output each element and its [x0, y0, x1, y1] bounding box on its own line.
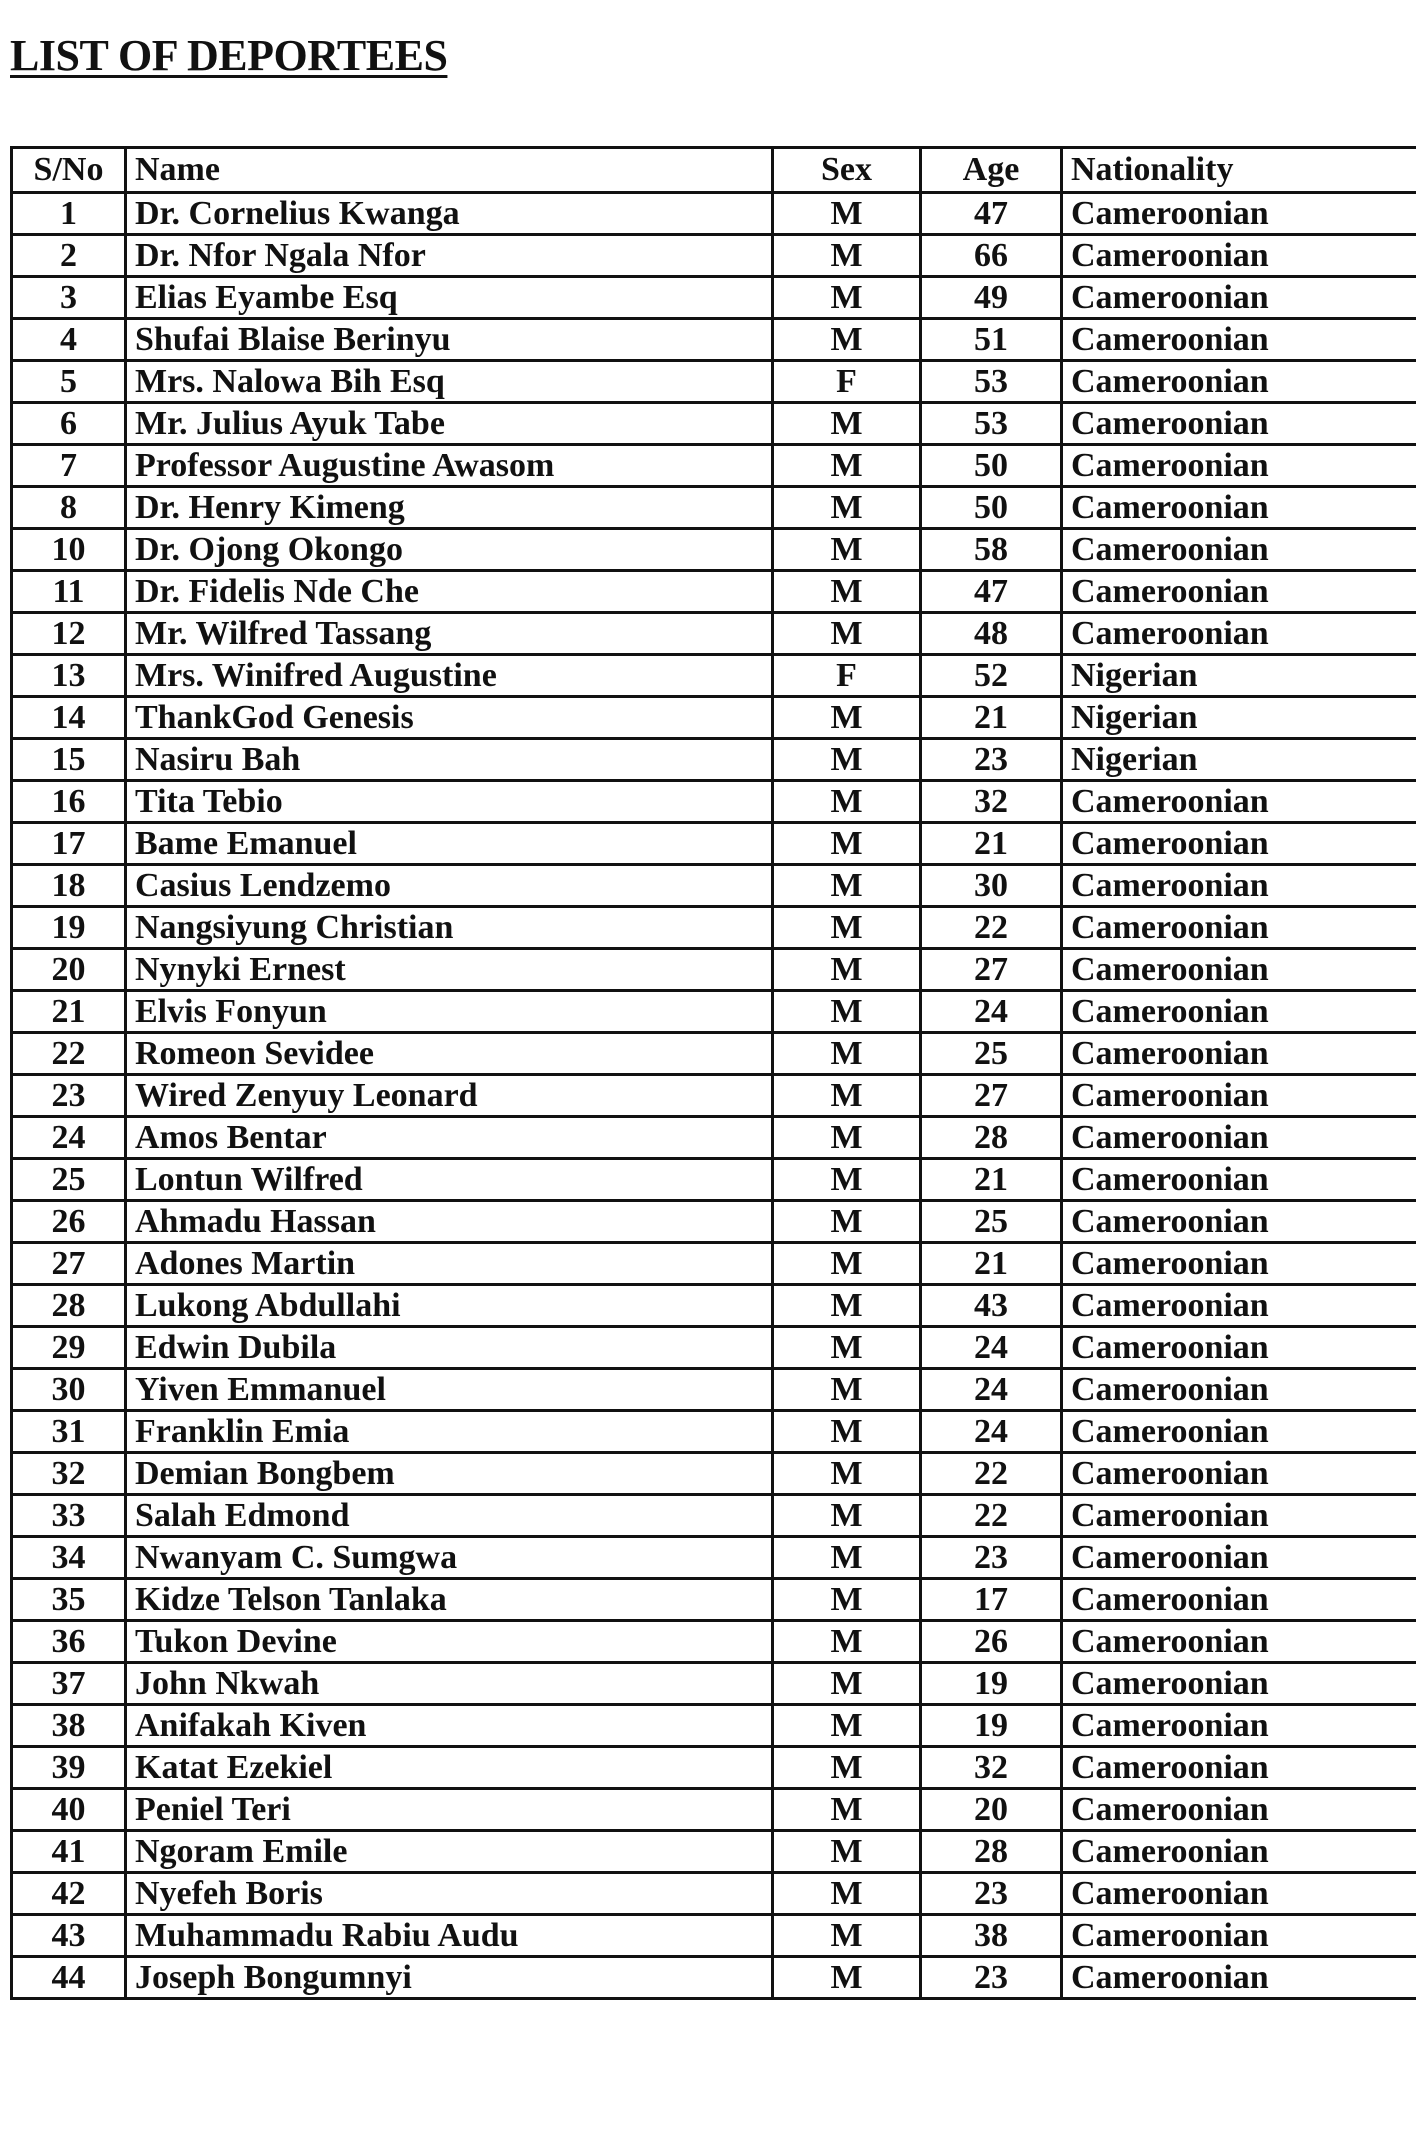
cell-sex: M — [773, 1159, 921, 1201]
table-row — [12, 1495, 1416, 1537]
cell-age: 27 — [921, 949, 1062, 991]
cell-nationality: Cameroonian — [1062, 529, 1416, 571]
cell-name: ThankGod Genesis — [126, 697, 773, 739]
table-row — [12, 697, 1416, 739]
cell-age: 17 — [921, 1579, 1062, 1621]
cell-sno: 12 — [12, 613, 126, 655]
cell-sno: 18 — [12, 865, 126, 907]
cell-age: 53 — [921, 403, 1062, 445]
cell-age: 28 — [921, 1117, 1062, 1159]
cell-sex: M — [773, 907, 921, 949]
cell-nationality: Cameroonian — [1062, 1117, 1416, 1159]
cell-age: 51 — [921, 319, 1062, 361]
cell-sno: 28 — [12, 1285, 126, 1327]
table-row — [12, 277, 1416, 319]
cell-name: Ngoram Emile — [126, 1831, 773, 1873]
cell-age: 50 — [921, 487, 1062, 529]
cell-sno: 1 — [12, 193, 126, 235]
column-header-nationality: Nationality — [1062, 148, 1416, 193]
cell-sex: M — [773, 1537, 921, 1579]
cell-age: 25 — [921, 1201, 1062, 1243]
cell-nationality: Cameroonian — [1062, 1033, 1416, 1075]
cell-sno: 44 — [12, 1957, 126, 1999]
cell-sno: 38 — [12, 1705, 126, 1747]
cell-sno: 42 — [12, 1873, 126, 1915]
cell-age: 38 — [921, 1915, 1062, 1957]
cell-sex: M — [773, 1915, 921, 1957]
table-row — [12, 1621, 1416, 1663]
cell-sex: F — [773, 361, 921, 403]
cell-age: 20 — [921, 1789, 1062, 1831]
cell-sno: 11 — [12, 571, 126, 613]
cell-sno: 43 — [12, 1915, 126, 1957]
table-row — [12, 571, 1416, 613]
cell-nationality: Nigerian — [1062, 739, 1416, 781]
cell-nationality: Cameroonian — [1062, 1915, 1416, 1957]
cell-name: Romeon Sevidee — [126, 1033, 773, 1075]
table-row — [12, 235, 1416, 277]
table-row — [12, 739, 1416, 781]
cell-sno: 10 — [12, 529, 126, 571]
cell-sex: M — [773, 1243, 921, 1285]
cell-age: 47 — [921, 193, 1062, 235]
cell-sno: 7 — [12, 445, 126, 487]
cell-sno: 19 — [12, 907, 126, 949]
cell-sno: 39 — [12, 1747, 126, 1789]
table-row — [12, 655, 1416, 697]
cell-sno: 24 — [12, 1117, 126, 1159]
cell-name: Bame Emanuel — [126, 823, 773, 865]
cell-sex: M — [773, 1369, 921, 1411]
cell-age: 23 — [921, 1873, 1062, 1915]
cell-nationality: Nigerian — [1062, 697, 1416, 739]
table-row — [12, 1579, 1416, 1621]
cell-name: Mr. Julius Ayuk Tabe — [126, 403, 773, 445]
cell-nationality: Cameroonian — [1062, 361, 1416, 403]
cell-nationality: Nigerian — [1062, 655, 1416, 697]
cell-age: 47 — [921, 571, 1062, 613]
table-row — [12, 781, 1416, 823]
cell-sex: M — [773, 1327, 921, 1369]
cell-sex: M — [773, 1579, 921, 1621]
table-row — [12, 1411, 1416, 1453]
cell-name: Dr. Henry Kimeng — [126, 487, 773, 529]
cell-nationality: Cameroonian — [1062, 1705, 1416, 1747]
cell-age: 21 — [921, 1243, 1062, 1285]
cell-age: 25 — [921, 1033, 1062, 1075]
cell-name: Anifakah Kiven — [126, 1705, 773, 1747]
cell-sno: 5 — [12, 361, 126, 403]
cell-nationality: Cameroonian — [1062, 1579, 1416, 1621]
cell-name: Adones Martin — [126, 1243, 773, 1285]
cell-sex: M — [773, 487, 921, 529]
cell-nationality: Cameroonian — [1062, 1411, 1416, 1453]
table-row — [12, 1705, 1416, 1747]
cell-sex: M — [773, 1117, 921, 1159]
cell-name: Kidze Telson Tanlaka — [126, 1579, 773, 1621]
table-row — [12, 823, 1416, 865]
cell-sex: M — [773, 1957, 921, 1999]
cell-name: Professor Augustine Awasom — [126, 445, 773, 487]
table-row — [12, 193, 1416, 235]
cell-age: 48 — [921, 613, 1062, 655]
cell-nationality: Cameroonian — [1062, 1159, 1416, 1201]
cell-sex: M — [773, 1495, 921, 1537]
table-row — [12, 361, 1416, 403]
cell-name: Tukon Devine — [126, 1621, 773, 1663]
cell-sex: M — [773, 739, 921, 781]
cell-name: Nynyki Ernest — [126, 949, 773, 991]
cell-age: 23 — [921, 739, 1062, 781]
cell-sex: M — [773, 1285, 921, 1327]
cell-name: Amos Bentar — [126, 1117, 773, 1159]
cell-name: Nasiru Bah — [126, 739, 773, 781]
cell-sno: 27 — [12, 1243, 126, 1285]
cell-name: Tita Tebio — [126, 781, 773, 823]
cell-sex: M — [773, 1873, 921, 1915]
table-row — [12, 1033, 1416, 1075]
cell-nationality: Cameroonian — [1062, 1621, 1416, 1663]
cell-age: 27 — [921, 1075, 1062, 1117]
cell-sex: M — [773, 991, 921, 1033]
table-row — [12, 403, 1416, 445]
cell-nationality: Cameroonian — [1062, 1243, 1416, 1285]
table-row — [12, 1747, 1416, 1789]
cell-nationality: Cameroonian — [1062, 991, 1416, 1033]
cell-nationality: Cameroonian — [1062, 1453, 1416, 1495]
column-header-sex: Sex — [773, 148, 921, 193]
cell-sex: M — [773, 319, 921, 361]
cell-nationality: Cameroonian — [1062, 1285, 1416, 1327]
cell-nationality: Cameroonian — [1062, 1663, 1416, 1705]
cell-nationality: Cameroonian — [1062, 445, 1416, 487]
cell-name: Salah Edmond — [126, 1495, 773, 1537]
cell-sex: M — [773, 1453, 921, 1495]
cell-sex: M — [773, 1411, 921, 1453]
cell-name: Mr. Wilfred Tassang — [126, 613, 773, 655]
cell-sno: 6 — [12, 403, 126, 445]
cell-sex: M — [773, 697, 921, 739]
cell-nationality: Cameroonian — [1062, 1873, 1416, 1915]
cell-sex: M — [773, 235, 921, 277]
table-row — [12, 1159, 1416, 1201]
cell-nationality: Cameroonian — [1062, 1831, 1416, 1873]
cell-sex: M — [773, 193, 921, 235]
cell-name: Lukong Abdullahi — [126, 1285, 773, 1327]
table-row — [12, 1243, 1416, 1285]
table-row — [12, 1537, 1416, 1579]
cell-name: Shufai Blaise Berinyu — [126, 319, 773, 361]
cell-sno: 37 — [12, 1663, 126, 1705]
cell-nationality: Cameroonian — [1062, 1327, 1416, 1369]
table-row — [12, 1327, 1416, 1369]
cell-nationality: Cameroonian — [1062, 1957, 1416, 1999]
cell-sno: 3 — [12, 277, 126, 319]
cell-sno: 23 — [12, 1075, 126, 1117]
cell-sno: 15 — [12, 739, 126, 781]
cell-sno: 2 — [12, 235, 126, 277]
cell-age: 19 — [921, 1663, 1062, 1705]
cell-age: 28 — [921, 1831, 1062, 1873]
cell-age: 58 — [921, 529, 1062, 571]
cell-sno: 21 — [12, 991, 126, 1033]
cell-nationality: Cameroonian — [1062, 1495, 1416, 1537]
cell-nationality: Cameroonian — [1062, 403, 1416, 445]
table-row — [12, 1663, 1416, 1705]
cell-age: 21 — [921, 697, 1062, 739]
table-header-row — [12, 148, 1416, 193]
cell-age: 22 — [921, 907, 1062, 949]
cell-nationality: Cameroonian — [1062, 907, 1416, 949]
cell-name: Elias Eyambe Esq — [126, 277, 773, 319]
cell-sno: 22 — [12, 1033, 126, 1075]
cell-name: Casius Lendzemo — [126, 865, 773, 907]
cell-age: 52 — [921, 655, 1062, 697]
cell-nationality: Cameroonian — [1062, 1075, 1416, 1117]
cell-sno: 40 — [12, 1789, 126, 1831]
table-row — [12, 1117, 1416, 1159]
cell-nationality: Cameroonian — [1062, 571, 1416, 613]
cell-sno: 31 — [12, 1411, 126, 1453]
cell-sno: 41 — [12, 1831, 126, 1873]
cell-name: Dr. Nfor Ngala Nfor — [126, 235, 773, 277]
cell-sex: M — [773, 571, 921, 613]
cell-name: Wired Zenyuy Leonard — [126, 1075, 773, 1117]
cell-sno: 33 — [12, 1495, 126, 1537]
cell-sex: F — [773, 655, 921, 697]
table-row — [12, 949, 1416, 991]
cell-name: Dr. Fidelis Nde Che — [126, 571, 773, 613]
table-row — [12, 1957, 1416, 1999]
table-row — [12, 1915, 1416, 1957]
cell-sex: M — [773, 403, 921, 445]
cell-sex: M — [773, 1747, 921, 1789]
cell-nationality: Cameroonian — [1062, 277, 1416, 319]
cell-age: 23 — [921, 1537, 1062, 1579]
cell-name: Peniel Teri — [126, 1789, 773, 1831]
cell-sex: M — [773, 949, 921, 991]
cell-nationality: Cameroonian — [1062, 949, 1416, 991]
cell-sex: M — [773, 1075, 921, 1117]
table-row — [12, 1453, 1416, 1495]
cell-nationality: Cameroonian — [1062, 1369, 1416, 1411]
cell-age: 22 — [921, 1495, 1062, 1537]
table-row — [12, 1789, 1416, 1831]
cell-age: 30 — [921, 865, 1062, 907]
table-row — [12, 1285, 1416, 1327]
cell-age: 50 — [921, 445, 1062, 487]
cell-name: Dr. Ojong Okongo — [126, 529, 773, 571]
table-row — [12, 907, 1416, 949]
table-row — [12, 1201, 1416, 1243]
cell-sno: 20 — [12, 949, 126, 991]
table-row — [12, 445, 1416, 487]
cell-sno: 16 — [12, 781, 126, 823]
cell-sex: M — [773, 613, 921, 655]
cell-sno: 13 — [12, 655, 126, 697]
cell-sex: M — [773, 1831, 921, 1873]
cell-sno: 4 — [12, 319, 126, 361]
cell-nationality: Cameroonian — [1062, 487, 1416, 529]
cell-sex: M — [773, 781, 921, 823]
cell-sex: M — [773, 1033, 921, 1075]
cell-name: Mrs. Nalowa Bih Esq — [126, 361, 773, 403]
cell-name: Nangsiyung Christian — [126, 907, 773, 949]
cell-age: 23 — [921, 1957, 1062, 1999]
cell-name: John Nkwah — [126, 1663, 773, 1705]
cell-age: 43 — [921, 1285, 1062, 1327]
cell-age: 21 — [921, 1159, 1062, 1201]
cell-sex: M — [773, 1789, 921, 1831]
table-row — [12, 1369, 1416, 1411]
cell-sno: 14 — [12, 697, 126, 739]
cell-name: Nwanyam C. Sumgwa — [126, 1537, 773, 1579]
cell-nationality: Cameroonian — [1062, 865, 1416, 907]
table-body — [12, 193, 1416, 1999]
cell-sex: M — [773, 1621, 921, 1663]
cell-age: 24 — [921, 1327, 1062, 1369]
cell-name: Muhammadu Rabiu Audu — [126, 1915, 773, 1957]
cell-sno: 26 — [12, 1201, 126, 1243]
deportees-table — [10, 146, 1416, 2000]
cell-age: 32 — [921, 781, 1062, 823]
table-row — [12, 529, 1416, 571]
cell-sno: 35 — [12, 1579, 126, 1621]
cell-name: Demian Bongbem — [126, 1453, 773, 1495]
cell-age: 53 — [921, 361, 1062, 403]
cell-nationality: Cameroonian — [1062, 1201, 1416, 1243]
cell-sno: 32 — [12, 1453, 126, 1495]
cell-nationality: Cameroonian — [1062, 823, 1416, 865]
cell-sno: 34 — [12, 1537, 126, 1579]
cell-age: 24 — [921, 991, 1062, 1033]
column-header-name: Name — [126, 148, 773, 193]
cell-nationality: Cameroonian — [1062, 235, 1416, 277]
table-row — [12, 487, 1416, 529]
cell-nationality: Cameroonian — [1062, 1537, 1416, 1579]
table-row — [12, 865, 1416, 907]
cell-sex: M — [773, 865, 921, 907]
cell-age: 32 — [921, 1747, 1062, 1789]
cell-age: 26 — [921, 1621, 1062, 1663]
cell-age: 24 — [921, 1411, 1062, 1453]
cell-sno: 30 — [12, 1369, 126, 1411]
column-header-sno: S/No — [12, 148, 126, 193]
cell-sex: M — [773, 445, 921, 487]
cell-sex: M — [773, 1705, 921, 1747]
cell-name: Dr. Cornelius Kwanga — [126, 193, 773, 235]
cell-name: Joseph Bongumnyi — [126, 1957, 773, 1999]
table-row — [12, 613, 1416, 655]
cell-sex: M — [773, 1663, 921, 1705]
cell-name: Lontun Wilfred — [126, 1159, 773, 1201]
cell-age: 24 — [921, 1369, 1062, 1411]
cell-sex: M — [773, 823, 921, 865]
cell-sno: 8 — [12, 487, 126, 529]
cell-nationality: Cameroonian — [1062, 781, 1416, 823]
cell-age: 49 — [921, 277, 1062, 319]
cell-name: Edwin Dubila — [126, 1327, 773, 1369]
table-row — [12, 1873, 1416, 1915]
page-title: LIST OF DEPORTEES — [10, 31, 448, 80]
cell-sno: 36 — [12, 1621, 126, 1663]
cell-name: Franklin Emia — [126, 1411, 773, 1453]
cell-age: 66 — [921, 235, 1062, 277]
cell-sno: 17 — [12, 823, 126, 865]
cell-age: 22 — [921, 1453, 1062, 1495]
cell-name: Mrs. Winifred Augustine — [126, 655, 773, 697]
cell-age: 21 — [921, 823, 1062, 865]
cell-nationality: Cameroonian — [1062, 1789, 1416, 1831]
cell-name: Yiven Emmanuel — [126, 1369, 773, 1411]
column-header-age: Age — [921, 148, 1062, 193]
table-row — [12, 1831, 1416, 1873]
cell-nationality: Cameroonian — [1062, 613, 1416, 655]
cell-name: Katat Ezekiel — [126, 1747, 773, 1789]
cell-name: Elvis Fonyun — [126, 991, 773, 1033]
cell-sno: 25 — [12, 1159, 126, 1201]
table-row — [12, 991, 1416, 1033]
cell-age: 19 — [921, 1705, 1062, 1747]
cell-nationality: Cameroonian — [1062, 319, 1416, 361]
table-row — [12, 319, 1416, 361]
cell-name: Ahmadu Hassan — [126, 1201, 773, 1243]
table-row — [12, 1075, 1416, 1117]
cell-nationality: Cameroonian — [1062, 1747, 1416, 1789]
cell-sex: M — [773, 1201, 921, 1243]
cell-sno: 29 — [12, 1327, 126, 1369]
cell-nationality: Cameroonian — [1062, 193, 1416, 235]
cell-sex: M — [773, 277, 921, 319]
cell-sex: M — [773, 529, 921, 571]
cell-name: Nyefeh Boris — [126, 1873, 773, 1915]
